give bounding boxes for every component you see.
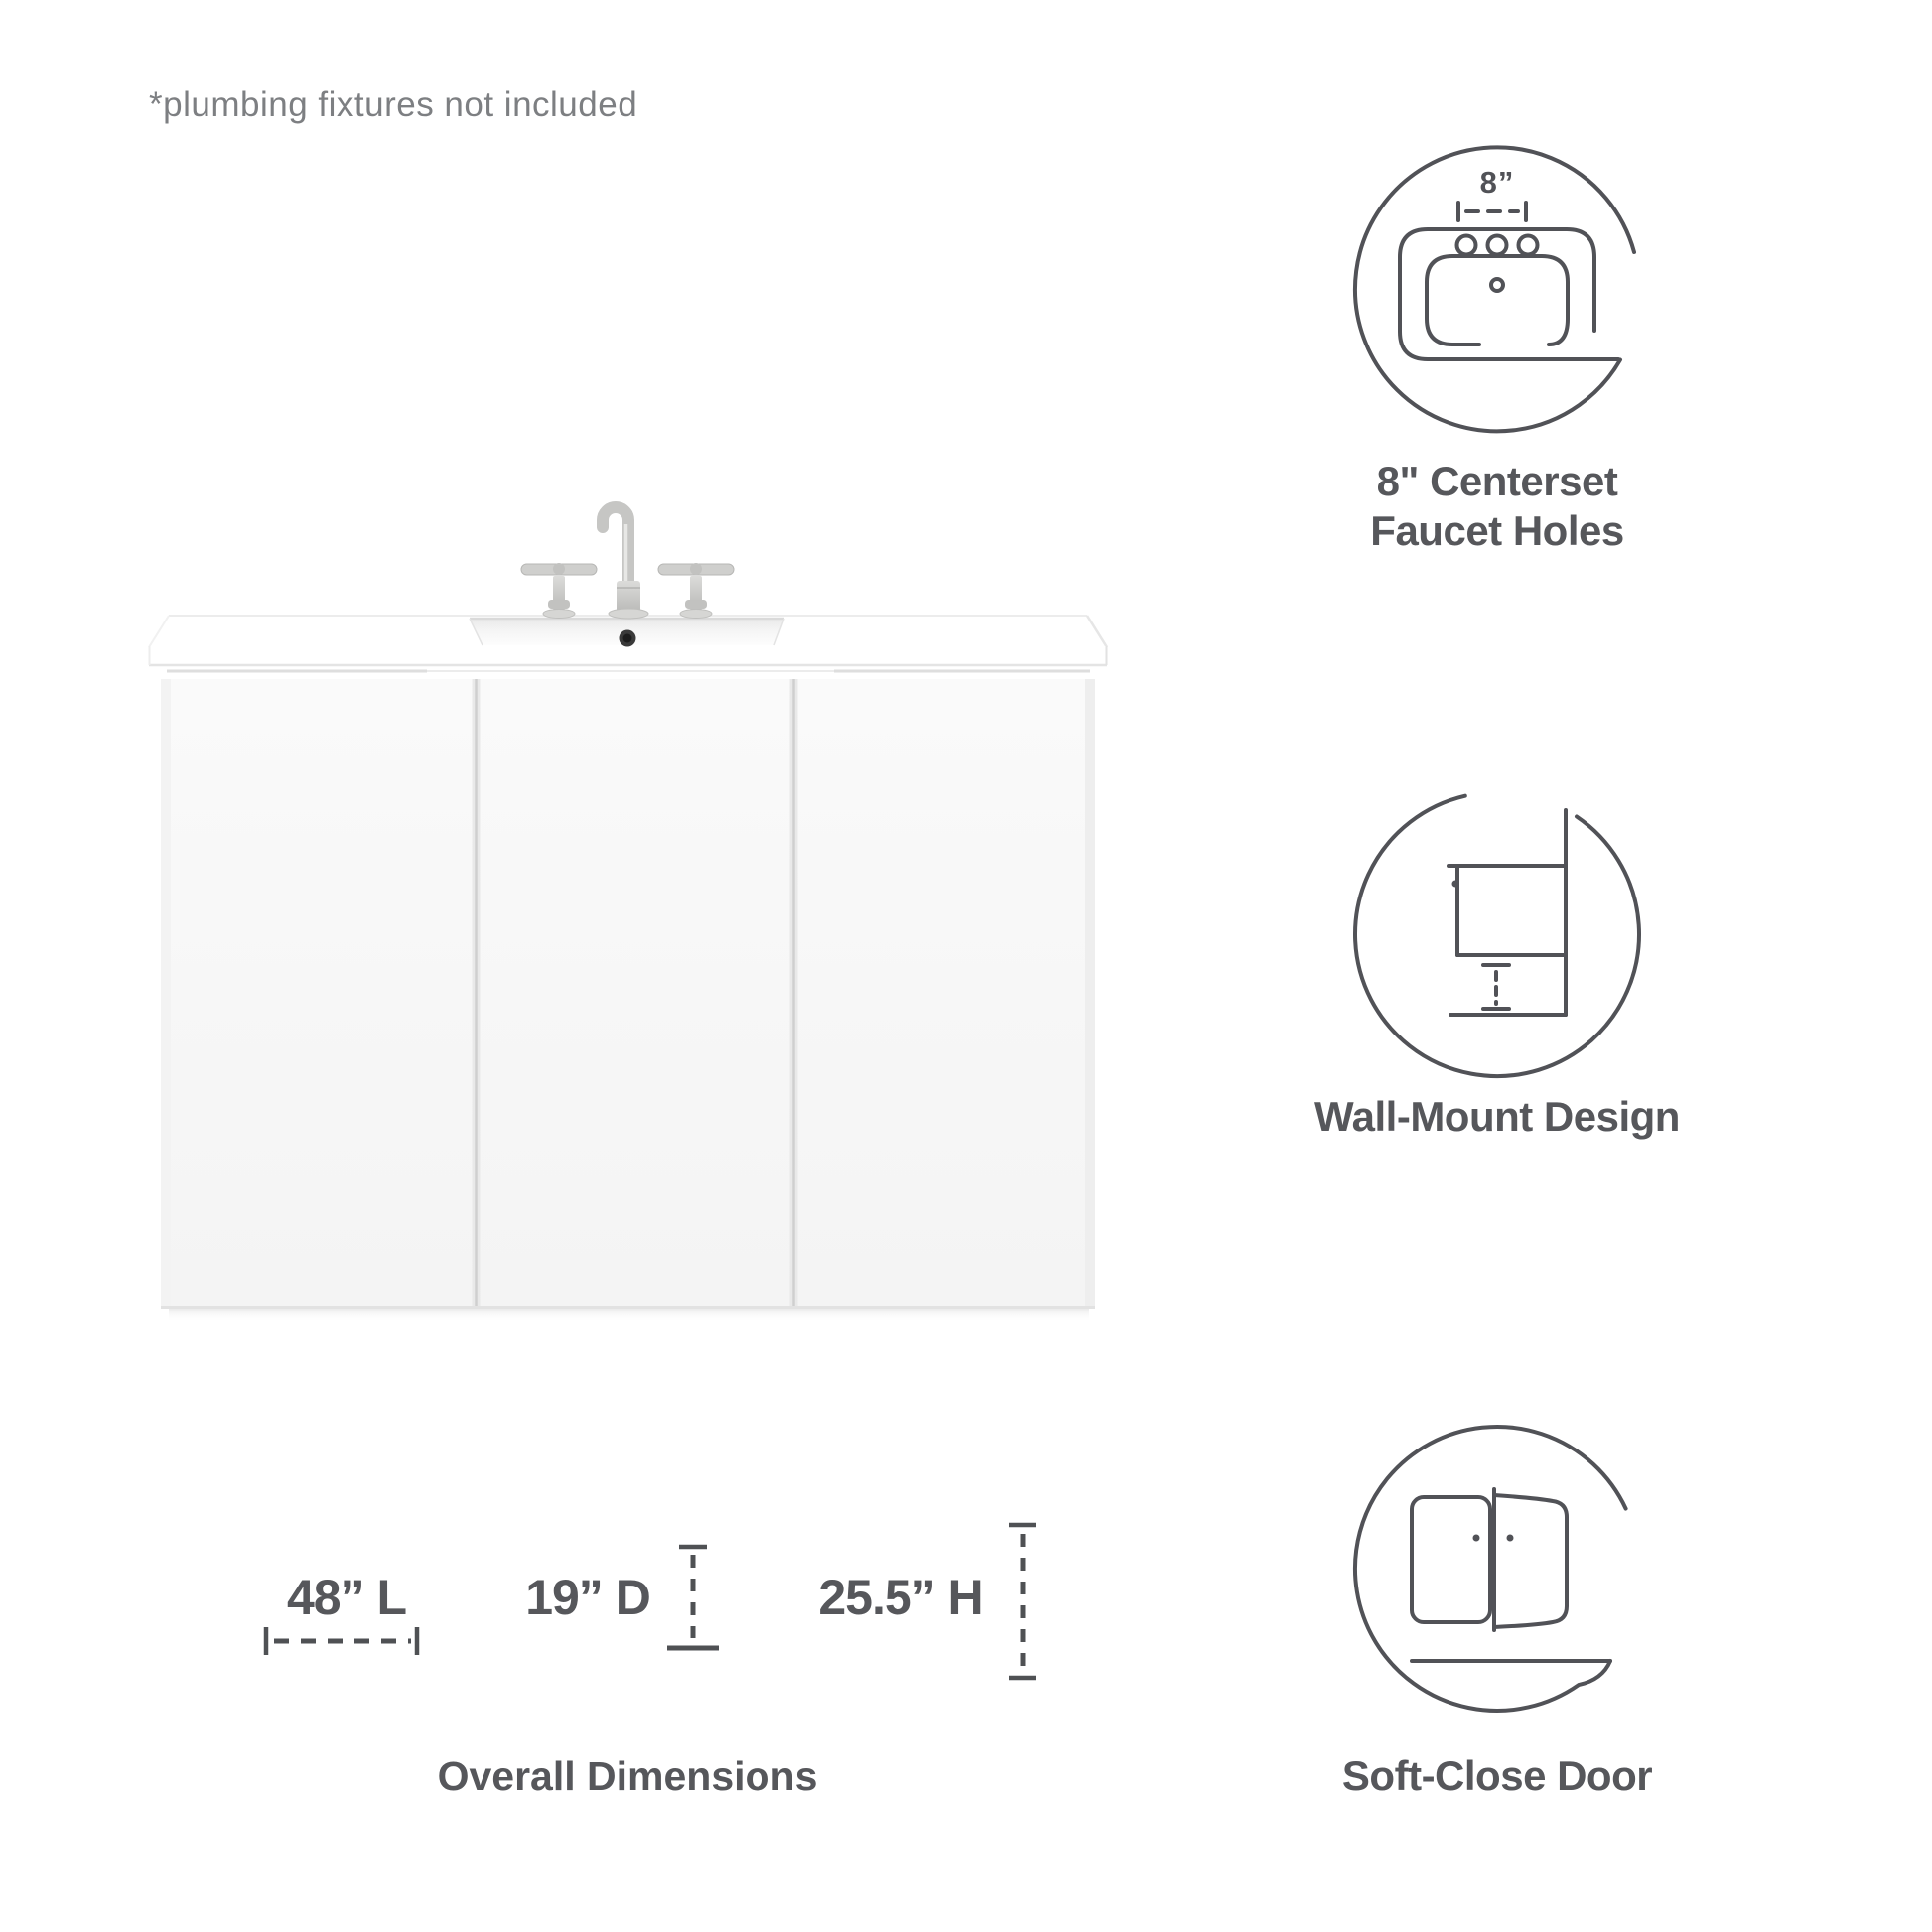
- icon-measure-label: 8”: [1479, 165, 1515, 200]
- faucet-spout: [603, 507, 648, 619]
- faucet-right-handle: [658, 563, 734, 619]
- length-dimension-line: [266, 1627, 417, 1655]
- soft-close-door-icon: [1348, 1420, 1646, 1718]
- feature-label-line: 8" Centerset: [1376, 458, 1618, 504]
- vanity-illustration: [119, 457, 1152, 1330]
- height-dimension-line: [1009, 1525, 1036, 1678]
- faucet-left-handle: [521, 563, 597, 619]
- overall-dimensions-caption: Overall Dimensions: [437, 1753, 818, 1799]
- wall-mount-icon: [1348, 785, 1646, 1083]
- feature-label-line: Faucet Holes: [1370, 507, 1624, 554]
- vanity-cabinet: [161, 671, 1095, 1322]
- feature-label-faucet-holes: [1370, 457, 1623, 556]
- feature-label-wall-mount: Wall-Mount Design: [1314, 1093, 1680, 1140]
- plumbing-note: *plumbing fixtures not included: [149, 85, 638, 124]
- feature-label-soft-close: Soft-Close Door: [1341, 1752, 1653, 1799]
- overflow-hole: [620, 630, 636, 647]
- icon-circle-arc: [1355, 796, 1639, 1076]
- depth-dimension-value: 19” D: [525, 1570, 650, 1625]
- depth-dimension-line: [667, 1547, 719, 1648]
- length-dimension-value: 48” L: [286, 1570, 407, 1625]
- height-dimension-value: 25.5” H: [818, 1570, 983, 1625]
